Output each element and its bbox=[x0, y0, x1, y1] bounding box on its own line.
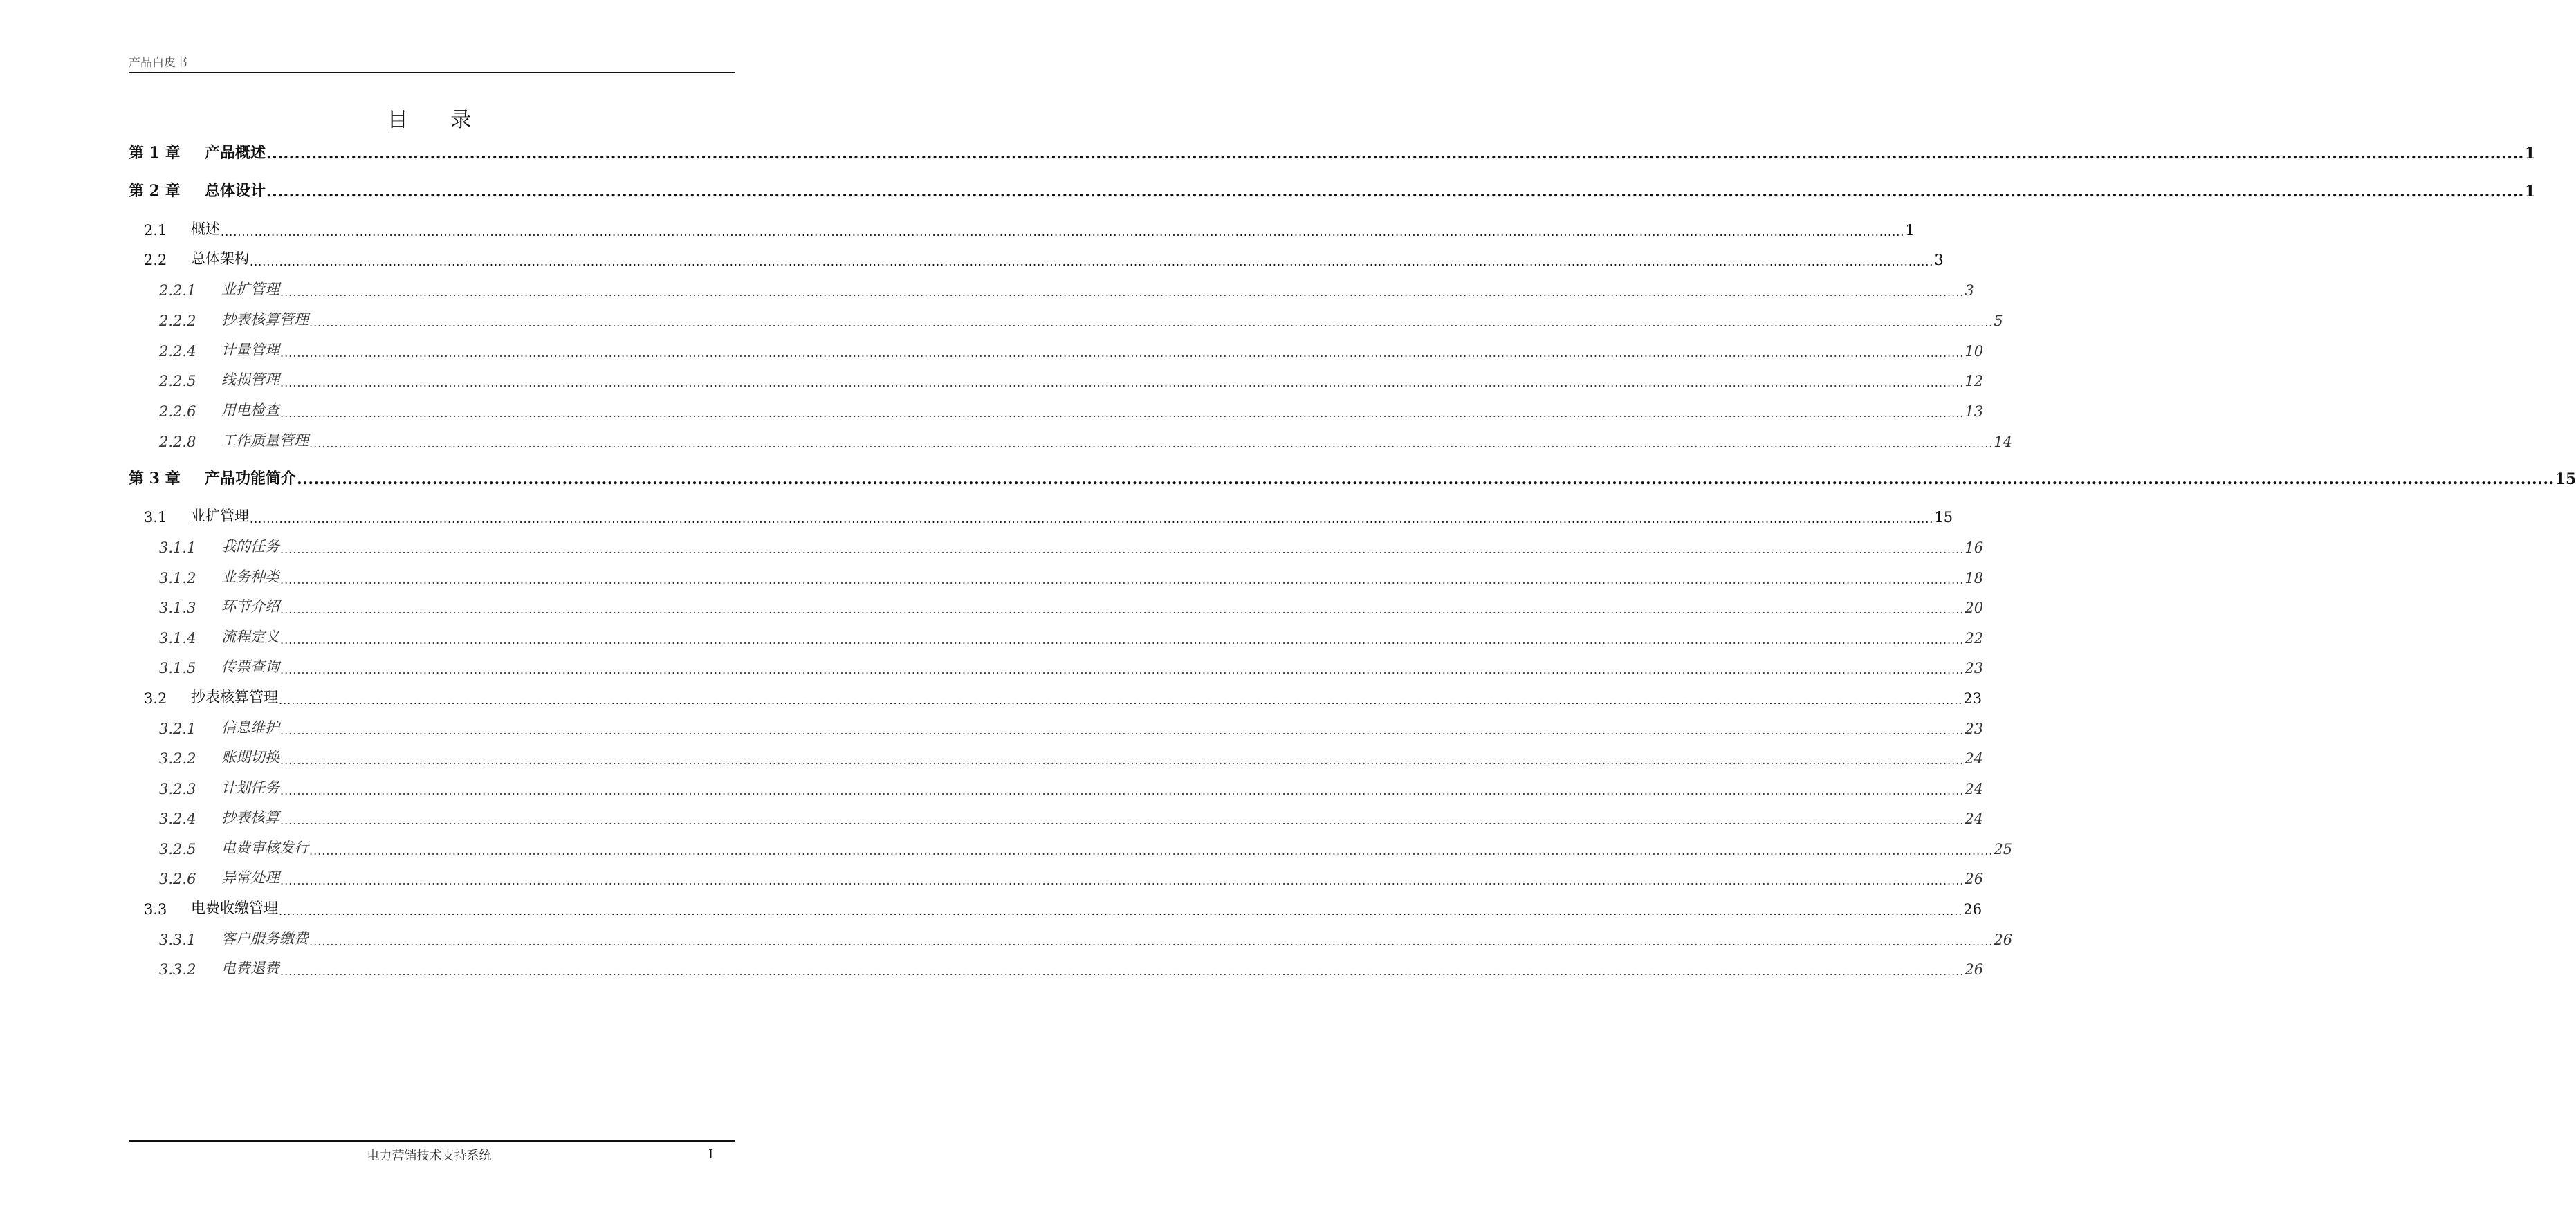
toc-entry-title: 客户服务缴费 bbox=[221, 930, 309, 947]
toc-entry[interactable] bbox=[129, 362, 1984, 389]
toc-dot-leader: ................................................................................................................................................................................................................................................................................................................................................................................................................ bbox=[250, 512, 1934, 526]
toc-entry-number: 3.1.4 bbox=[159, 630, 196, 647]
toc-entry-title: 抄表核算管理 bbox=[221, 311, 309, 328]
toc-entry[interactable] bbox=[129, 559, 1984, 586]
toc-entry-title: 工作质量管理 bbox=[221, 432, 309, 449]
toc-dot-leader: ................................................................................................................................................................................................................................................................................................................................................................................................................ bbox=[280, 346, 1965, 360]
toc-entry-number: 2.2.1 bbox=[159, 282, 196, 299]
toc-dot-leader: ................................................................................................................................................................................................................................................................................................................................................................................................................ bbox=[221, 225, 1905, 239]
footer-rule bbox=[129, 1140, 735, 1142]
toc-entry-page: 1 bbox=[2524, 183, 2535, 201]
header-title: 产品白皮书 bbox=[129, 56, 187, 70]
toc-entry[interactable] bbox=[129, 135, 2535, 163]
toc-dot-leader: ................................................................................................................................................................................................................................................................................................................................................................................................................ bbox=[280, 407, 1965, 420]
toc-dot-leader: ................................................................................................................................................................................................................................................................................................................................................................................................................ bbox=[309, 437, 1994, 450]
toc-entry-title: 环节介绍 bbox=[221, 598, 279, 615]
toc-entry[interactable] bbox=[129, 710, 1984, 737]
toc-entry-title: 电费收缴管理 bbox=[191, 900, 278, 916]
toc-entry[interactable] bbox=[129, 619, 1984, 647]
toc-entry-page: 14 bbox=[1994, 434, 2013, 450]
toc-entry-number: 3.2.3 bbox=[159, 781, 196, 797]
toc-entry-number: 3.2.2 bbox=[159, 750, 196, 767]
toc-entry-number: 2.2.4 bbox=[159, 343, 196, 360]
toc-entry-title: 电费退费 bbox=[221, 960, 279, 976]
toc-dot-leader: ................................................................................................................................................................................................................................................................................................................................................................................................................ bbox=[280, 965, 1965, 978]
toc-entry-page: 26 bbox=[1963, 901, 1982, 918]
toc-entry-page: 23 bbox=[1965, 721, 1984, 737]
toc-dot-leader: ................................................................................................................................................................................................................................................................................................................................................................................................................ bbox=[280, 814, 1965, 827]
toc-entry-number: 3.1.5 bbox=[159, 660, 196, 676]
toc-entry-title: 信息维护 bbox=[221, 719, 279, 736]
toc-dot-leader: ................................................................................................................................................................................................................................................................................................................................................................................................................ bbox=[266, 183, 2524, 201]
toc-entry[interactable] bbox=[129, 211, 1915, 239]
toc-entry[interactable] bbox=[129, 498, 1953, 526]
toc-entry-title: 计划任务 bbox=[221, 779, 279, 796]
toc-dot-leader: ................................................................................................................................................................................................................................................................................................................................................................................................................ bbox=[280, 874, 1965, 887]
toc-dot-leader: ................................................................................................................................................................................................................................................................................................................................................................................................................ bbox=[280, 376, 1965, 389]
toc-entry[interactable] bbox=[129, 528, 1984, 556]
toc-entry-page: 10 bbox=[1965, 343, 1984, 360]
toc-entry-number: 2.2 bbox=[144, 252, 167, 268]
page-number: I bbox=[708, 1147, 714, 1162]
toc-entry-number: 第 1 章 bbox=[129, 144, 181, 162]
toc-entry-page: 23 bbox=[1963, 690, 1982, 707]
toc-entry-title: 总体架构 bbox=[191, 250, 249, 267]
toc-dot-leader: ................................................................................................................................................................................................................................................................................................................................................................................................................ bbox=[309, 935, 1994, 948]
toc-dot-leader: ................................................................................................................................................................................................................................................................................................................................................................................................................ bbox=[280, 543, 1965, 556]
toc-entry-number: 3.2 bbox=[144, 690, 167, 707]
toc-entry[interactable] bbox=[129, 241, 1944, 268]
toc-dot-leader: ................................................................................................................................................................................................................................................................................................................................................................................................................ bbox=[280, 286, 1965, 299]
toc-entry-title: 电费审核发行 bbox=[221, 840, 309, 856]
toc-entry[interactable] bbox=[129, 332, 1984, 360]
toc-entry-title: 业务种类 bbox=[221, 568, 279, 585]
toc-entry-number: 3.2.1 bbox=[159, 721, 196, 737]
toc-heading: 目 录 bbox=[387, 108, 490, 132]
toc-entry-number: 2.2.8 bbox=[159, 434, 196, 450]
toc-entry-number: 3.1.1 bbox=[159, 539, 196, 556]
toc-dot-leader: ................................................................................................................................................................................................................................................................................................................................................................................................................ bbox=[280, 603, 1965, 616]
toc-entry-title: 我的任务 bbox=[221, 538, 279, 555]
toc-entry-page: 24 bbox=[1965, 781, 1984, 797]
toc-entry-title: 概述 bbox=[191, 221, 220, 237]
toc-entry-number: 3.1.2 bbox=[159, 570, 196, 586]
toc-entry[interactable] bbox=[129, 392, 1984, 420]
toc-entry[interactable] bbox=[129, 461, 2576, 488]
toc-dot-leader: ................................................................................................................................................................................................................................................................................................................................................................................................................ bbox=[297, 470, 2555, 488]
toc-entry-title: 传票查询 bbox=[221, 658, 279, 675]
toc-entry-title: 产品概述 bbox=[205, 144, 266, 162]
toc-dot-leader: ................................................................................................................................................................................................................................................................................................................................................................................................................ bbox=[309, 844, 1994, 858]
toc-entry-page: 24 bbox=[1965, 811, 1984, 827]
toc-entry-page: 26 bbox=[1994, 932, 2013, 948]
toc-entry-number: 2.2.2 bbox=[159, 313, 196, 329]
toc-entry-number: 3.1.3 bbox=[159, 600, 196, 616]
toc-entry-page: 25 bbox=[1994, 841, 2013, 858]
toc-entry-title: 抄表核算 bbox=[221, 809, 279, 826]
toc-entry-number: 2.2.6 bbox=[159, 403, 196, 420]
toc-entry-page: 15 bbox=[2555, 470, 2576, 488]
toc-entry-page: 26 bbox=[1965, 961, 1984, 978]
toc-entry[interactable] bbox=[129, 890, 1982, 918]
toc-entry[interactable] bbox=[129, 950, 1984, 978]
toc-entry[interactable] bbox=[129, 799, 1984, 827]
header-rule bbox=[129, 72, 735, 73]
toc-entry[interactable] bbox=[129, 679, 1982, 707]
toc-entry-page: 3 bbox=[1965, 282, 1974, 299]
toc-entry-page: 12 bbox=[1965, 373, 1984, 389]
toc-dot-leader: ................................................................................................................................................................................................................................................................................................................................................................................................................ bbox=[250, 255, 1934, 268]
toc-entry-page: 3 bbox=[1934, 252, 1944, 268]
toc-entry-title: 计量管理 bbox=[221, 342, 279, 358]
toc-entry-number: 第 2 章 bbox=[129, 182, 181, 200]
toc-entry-title: 用电检查 bbox=[221, 402, 279, 418]
toc-entry-page: 26 bbox=[1965, 871, 1984, 887]
toc-dot-leader: ................................................................................................................................................................................................................................................................................................................................................................................................................ bbox=[280, 754, 1965, 767]
toc-dot-leader: ................................................................................................................................................................................................................................................................................................................................................................................................................ bbox=[279, 694, 1963, 707]
toc-dot-leader: ................................................................................................................................................................................................................................................................................................................................................................................................................ bbox=[280, 663, 1965, 676]
toc-entry-title: 异常处理 bbox=[221, 869, 279, 886]
toc-dot-leader: ................................................................................................................................................................................................................................................................................................................................................................................................................ bbox=[280, 633, 1965, 647]
toc-entry-number: 3.1 bbox=[144, 509, 167, 526]
toc-entry[interactable] bbox=[129, 423, 2013, 450]
toc-dot-leader: ................................................................................................................................................................................................................................................................................................................................................................................................................ bbox=[266, 145, 2524, 163]
toc-entry-number: 3.3.1 bbox=[159, 932, 196, 948]
toc-entry[interactable] bbox=[129, 860, 1984, 887]
toc-dot-leader: ................................................................................................................................................................................................................................................................................................................................................................................................................ bbox=[309, 316, 1994, 329]
toc-entry-number: 3.2.5 bbox=[159, 841, 196, 858]
toc-dot-leader: ................................................................................................................................................................................................................................................................................................................................................................................................................ bbox=[280, 724, 1965, 737]
toc-entry[interactable] bbox=[129, 271, 1974, 299]
toc-entry[interactable] bbox=[129, 830, 2013, 858]
toc-entry-page: 15 bbox=[1934, 509, 1953, 526]
toc-entry-number: 3.3.2 bbox=[159, 961, 196, 978]
toc-dot-leader: ................................................................................................................................................................................................................................................................................................................................................................................................................ bbox=[280, 573, 1965, 586]
toc-entry-page: 1 bbox=[2524, 145, 2535, 163]
toc-entry-page: 16 bbox=[1965, 539, 1984, 556]
toc-entry-title: 总体设计 bbox=[205, 182, 266, 200]
toc-entry-page: 13 bbox=[1965, 403, 1984, 420]
toc-entry[interactable] bbox=[129, 589, 1984, 616]
toc-dot-leader: ................................................................................................................................................................................................................................................................................................................................................................................................................ bbox=[280, 784, 1965, 797]
toc-entry-page: 23 bbox=[1965, 660, 1984, 676]
toc-entry-number: 3.2.4 bbox=[159, 811, 196, 827]
toc-entry[interactable] bbox=[129, 920, 2013, 948]
toc-entry-title: 线损管理 bbox=[221, 371, 279, 388]
toc-entry-title: 流程定义 bbox=[221, 629, 279, 645]
toc-entry[interactable] bbox=[129, 302, 2003, 329]
toc-entry-number: 3.3 bbox=[144, 901, 167, 918]
toc-entry-title: 抄表核算管理 bbox=[191, 689, 278, 705]
toc-entry-page: 24 bbox=[1965, 750, 1984, 767]
toc-entry-title: 产品功能简介 bbox=[205, 470, 297, 488]
footer-title: 电力营销技术支持系统 bbox=[367, 1149, 492, 1163]
toc-entry-page: 18 bbox=[1965, 570, 1984, 586]
toc-dot-leader: ................................................................................................................................................................................................................................................................................................................................................................................................................ bbox=[279, 905, 1963, 918]
toc-entry-page: 5 bbox=[1994, 313, 2003, 329]
toc-entry-number: 第 3 章 bbox=[129, 470, 181, 488]
toc-entry[interactable] bbox=[129, 173, 2535, 201]
toc-entry-title: 业扩管理 bbox=[191, 508, 249, 524]
toc-entry-page: 20 bbox=[1965, 600, 1984, 616]
toc-entry[interactable] bbox=[129, 649, 1984, 676]
toc-entry-number: 2.2.5 bbox=[159, 373, 196, 389]
toc-entry-title: 业扩管理 bbox=[221, 281, 279, 297]
toc-entry[interactable] bbox=[129, 739, 1984, 767]
toc-entry-page: 1 bbox=[1905, 222, 1915, 239]
toc-entry[interactable] bbox=[129, 770, 1984, 797]
toc-entry-number: 3.2.6 bbox=[159, 871, 196, 887]
toc-entry-page: 22 bbox=[1965, 630, 1984, 647]
toc-entry-title: 账期切换 bbox=[221, 749, 279, 766]
toc-entry-number: 2.1 bbox=[144, 222, 167, 239]
